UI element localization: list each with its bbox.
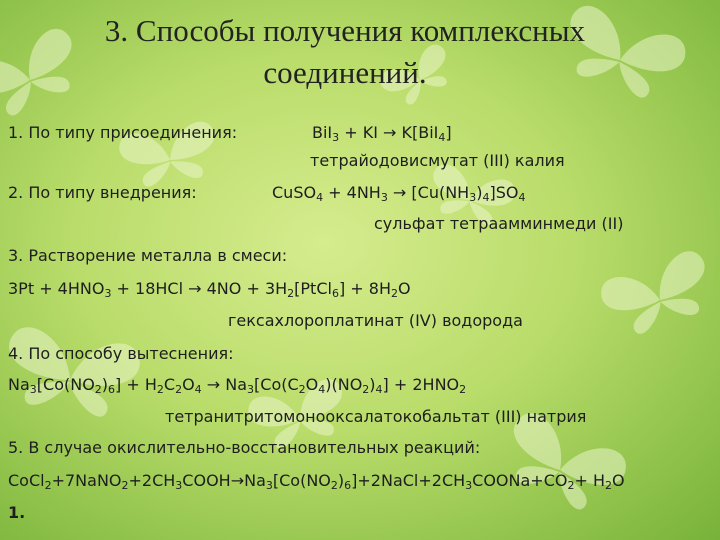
equation-text: Na [8,375,30,394]
equation-subscript: 3 [332,131,340,144]
equation-subscript: 2 [330,479,338,492]
equation-text: COOH→Na [182,471,266,490]
item-2-label: 2. По типу внедрения: [8,183,197,202]
equation-subscript: 2 [567,479,575,492]
equation-subscript: 2 [44,479,52,492]
item-1-equation [312,123,452,143]
equation-subscript: 4 [318,383,326,396]
equation-text: ] + 2HNO [382,375,460,394]
equation-text: 3Pt + 4HNO [8,279,105,298]
equation-subscript: 3 [175,479,183,492]
equation-subscript: 2 [121,479,129,492]
equation-text: [Co(NO [36,375,95,394]
equation-subscript: 6 [108,383,116,396]
item-3-label: 3. Растворение металла в смеси: [8,246,288,265]
title-line-1: 3. Способы получения комплексных [104,13,586,48]
item-1-label: 1. По типу присоединения: [8,123,238,142]
title-line-2: соединений. [263,55,427,90]
equation-text: COONa+CO [472,471,568,490]
equation-subscript: 4 [438,131,446,144]
equation-subscript: 3 [380,191,388,204]
equation-subscript: 2 [298,383,306,396]
equation-subscript: 4 [375,383,383,396]
equation-subscript: 4 [194,383,202,396]
equation-text: ]+2NaCl+2CH [351,471,466,490]
equation-text: BiI [312,123,333,142]
equation-text: + H [574,471,605,490]
equation-text: CoCl [8,471,45,490]
equation-text: O [612,471,625,490]
equation-text: O [305,375,319,394]
equation-text: C [163,375,176,394]
equation-subscript: 3 [29,383,37,396]
equation-subscript: 2 [175,383,183,396]
equation-subscript: 4 [518,191,526,204]
equation-text: → [Cu(NH [387,183,470,202]
item-4-label: 4. По способу вытеснения: [8,344,234,363]
equation-text: ] + H [115,375,157,394]
equation-text: + 18HCl → 4NO + 3H [111,279,288,298]
equation-text: )(NO [325,375,363,394]
item-4-equation [8,375,466,395]
equation-text: CuSO [272,183,317,202]
equation-text: +2CH [128,471,176,490]
equation-text: O [397,279,411,298]
item-2-product-name: сульфат тетраамминмеди (II) [374,214,624,233]
equation-text: + 4NH [323,183,381,202]
equation-subscript: 3 [465,479,473,492]
equation-subscript: 2 [605,479,612,492]
item-4-product-name: тетранитритомонооксалатокобальтат (III) натрия [165,407,587,426]
equation-subscript: 2 [362,383,370,396]
slide-title [0,10,690,94]
item-5-equation [8,471,625,491]
butterfly-icon [597,247,720,342]
item-1-product-name: тетрайодовисмутат (III) калия [310,151,565,170]
equation-subscript: 2 [459,383,467,396]
equation-subscript: 3 [265,479,273,492]
equation-subscript: 2 [156,383,164,396]
equation-subscript: 2 [390,287,398,300]
equation-subscript: 6 [331,287,339,300]
equation-text: ]SO [489,183,519,202]
equation-subscript: 2 [94,383,102,396]
equation-text: ) [369,375,376,394]
equation-text: ) [476,183,483,202]
equation-text: ) [101,375,109,394]
item-3-product-name: гексахлороплатинат (IV) водорода [228,311,523,330]
equation-subscript: 3 [104,287,112,300]
equation-subscript: 4 [482,191,490,204]
equation-subscript: 4 [316,191,324,204]
item-2-equation [272,183,525,203]
equation-subscript: 2 [287,287,295,300]
item-3-equation [8,279,411,299]
equation-text: ] [445,123,452,142]
equation-text: + KI → K[BiI [339,123,439,142]
equation-text: O [182,375,195,394]
butterfly-icon [0,324,143,422]
equation-text: [Co(NO [272,471,331,490]
equation-text: [PtCl [294,279,332,298]
equation-text: ] + 8H [338,279,391,298]
equation-subscript: 3 [247,383,255,396]
item-5-label: 5. В случае окислительно-восстановительных реакций: [8,438,481,457]
equation-subscript: 6 [344,479,352,492]
equation-text: +7NaNO [51,471,122,490]
equation-text: → Na [201,375,248,394]
item-5-sublabel: 1. [8,503,26,522]
equation-text: [Co(C [254,375,299,394]
equation-text: ) [337,471,345,490]
equation-subscript: 3 [469,191,477,204]
